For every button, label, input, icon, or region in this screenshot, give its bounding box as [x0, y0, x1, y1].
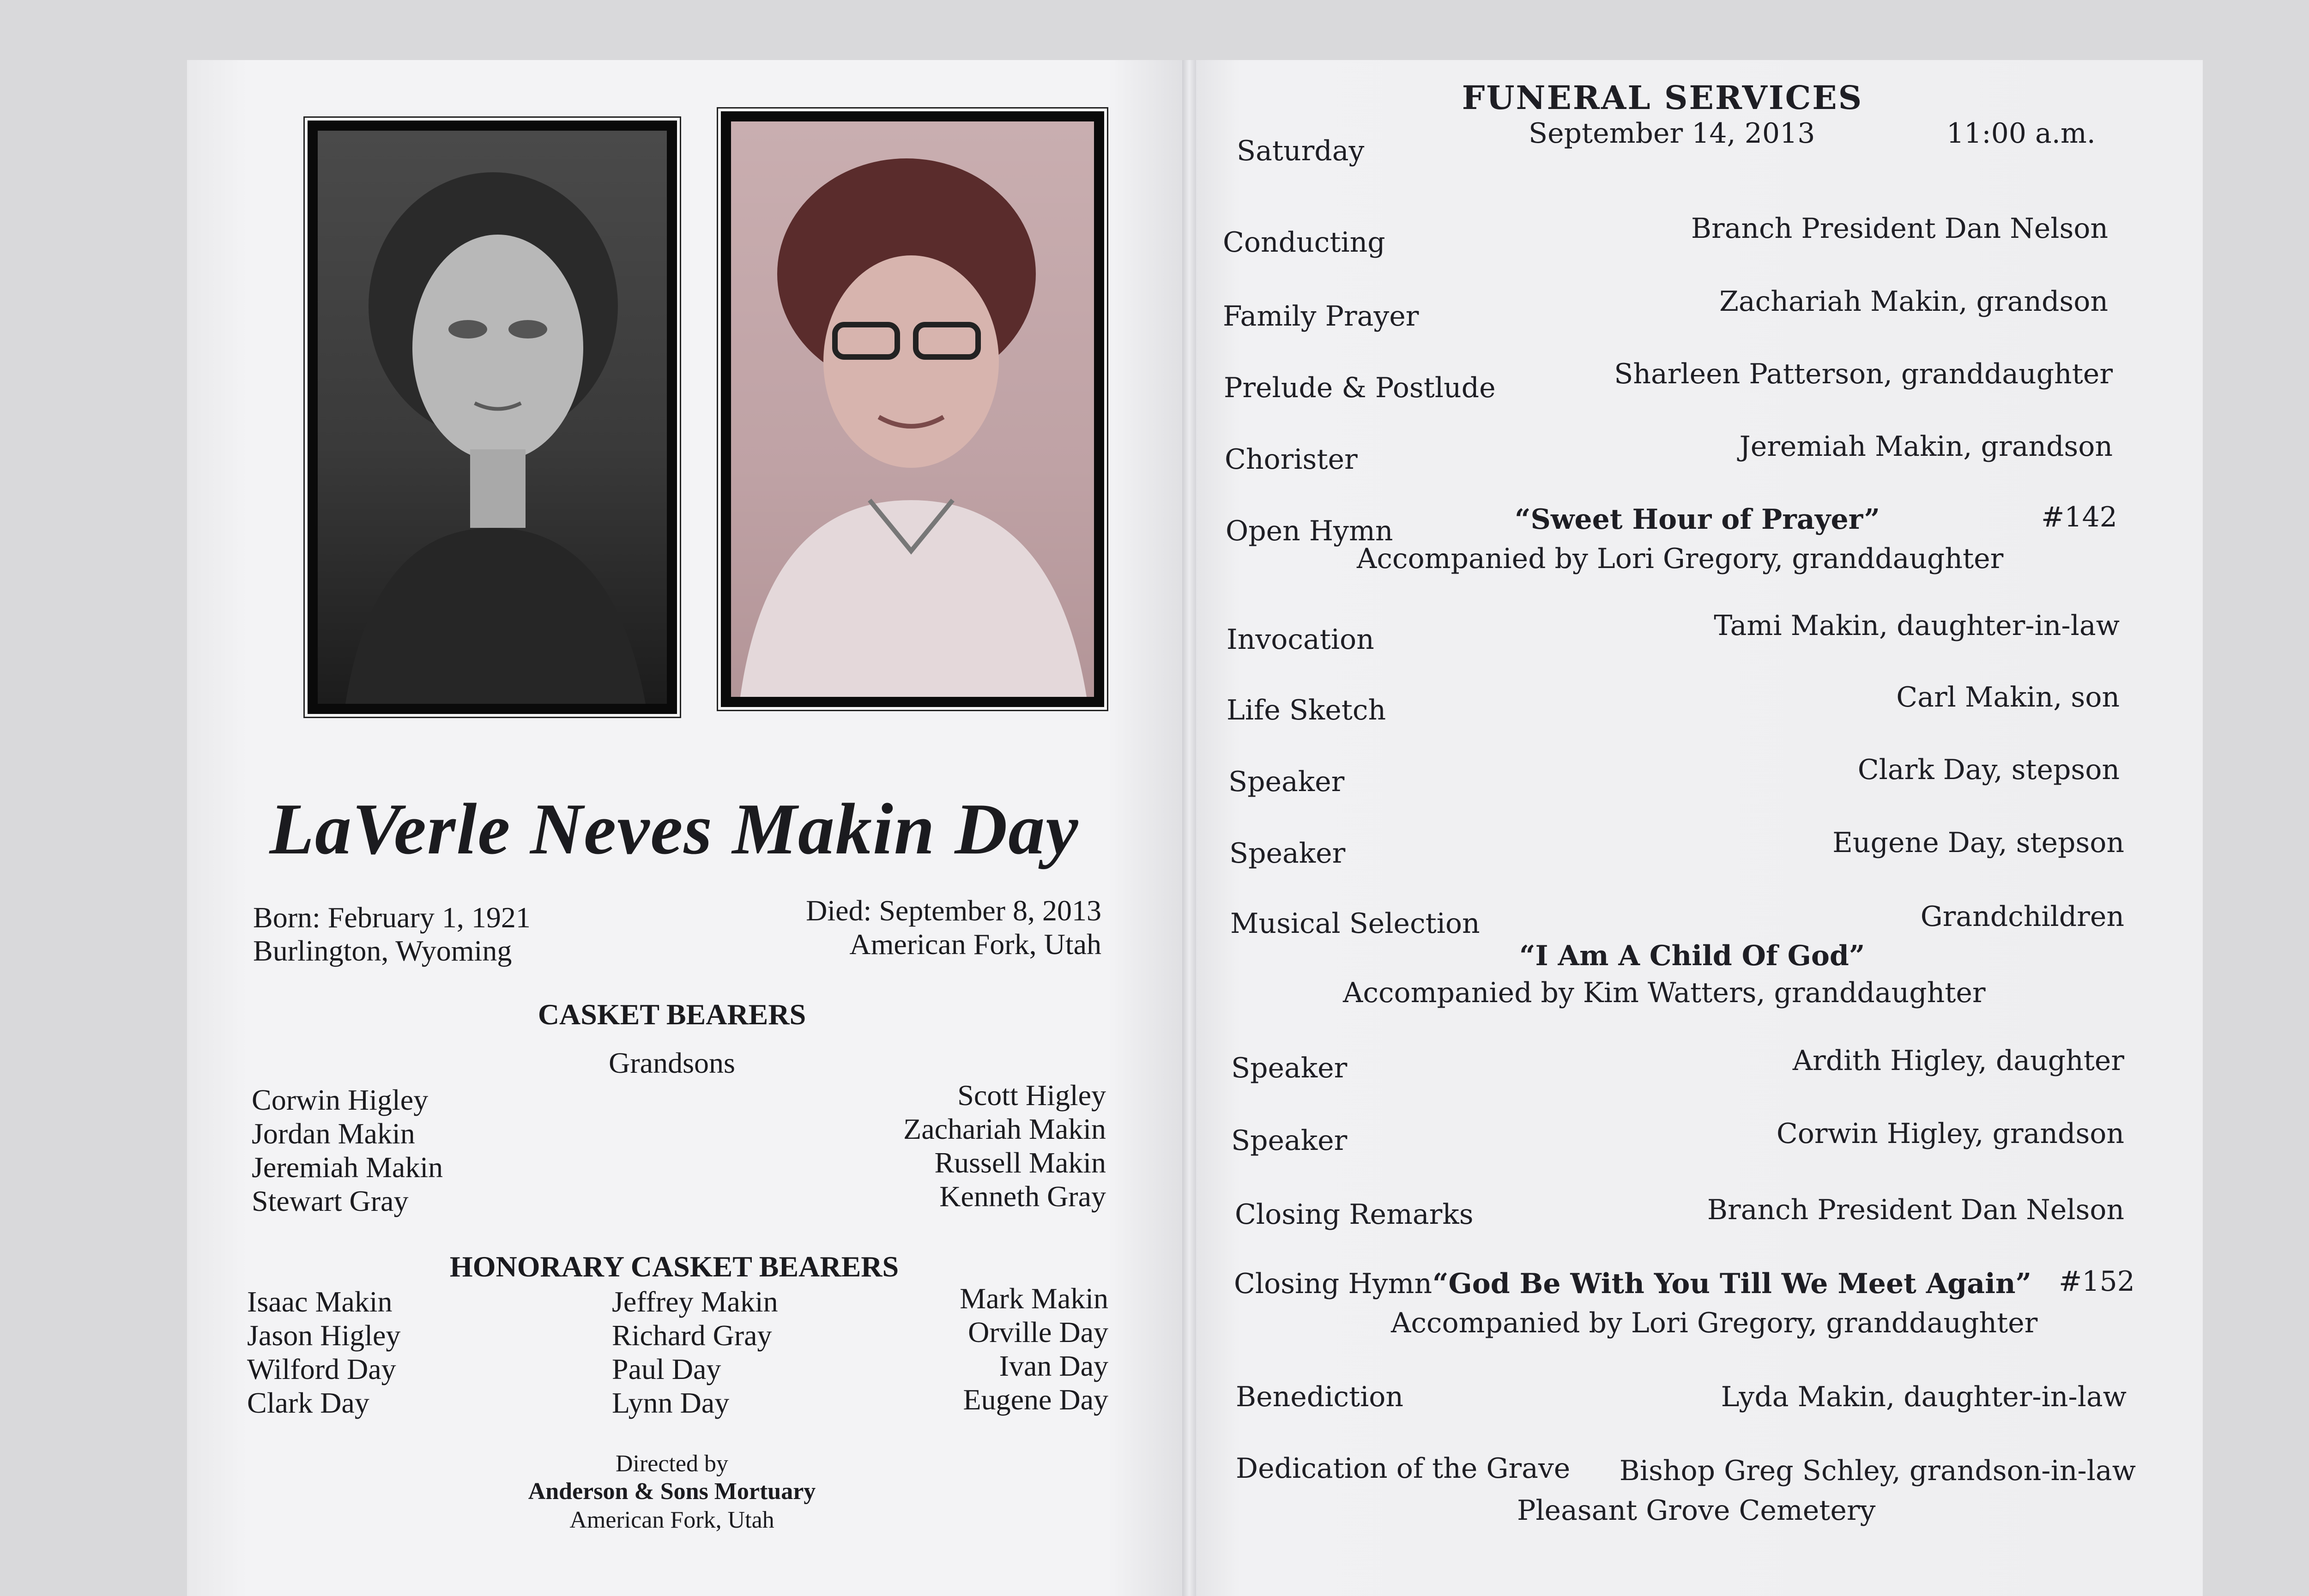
program-role: Speaker — [1228, 766, 1345, 798]
program-role: Speaker — [1231, 1052, 1348, 1084]
honorary-bearer: Clark Day — [247, 1386, 369, 1419]
honorary-bearer: Richard Gray — [612, 1319, 772, 1352]
died-place: American Fork, Utah — [849, 928, 1101, 961]
program-role: Prelude & Postlude — [1224, 372, 1496, 404]
program-role: Family Prayer — [1223, 300, 1419, 332]
program-role: Life Sketch — [1227, 694, 1386, 726]
program-role: Invocation — [1227, 623, 1374, 656]
honorary-bearer: Jason Higley — [247, 1319, 401, 1352]
program-role: Speaker — [1229, 837, 1346, 870]
program-person: Jeremiah Makin, grandson — [1739, 430, 2113, 463]
honorary-bearer: Wilford Day — [247, 1353, 396, 1385]
program-role: Musical Selection — [1230, 907, 1480, 940]
program-role: Open Hymn — [1226, 515, 1393, 547]
program-person: Bishop Greg Schley, grandson-in-law — [1619, 1455, 2136, 1487]
hymn-title: “I Am A Child Of God” — [1519, 940, 1865, 972]
casket-bearer: Stewart Gray — [252, 1185, 409, 1217]
program-role: Dedication of the Grave — [1236, 1452, 1571, 1485]
program-person: Branch President Dan Nelson — [1707, 1194, 2124, 1226]
portrait-older-photo — [718, 109, 1107, 710]
honorary-bearer: Jeffrey Makin — [612, 1285, 778, 1318]
program-person: Corwin Higley, grandson — [1776, 1118, 2124, 1150]
directed-by-label: Directed by — [615, 1451, 728, 1477]
program-person: Eugene Day, stepson — [1832, 827, 2124, 859]
burial-place: Pleasant Grove Cemetery — [1517, 1494, 1876, 1527]
hymn-accompanist: Accompanied by Lori Gregory, granddaughter — [1357, 543, 2004, 575]
hymn-number: #142 — [2041, 501, 2117, 533]
grandsons-label: Grandsons — [609, 1046, 735, 1079]
program-person: Clark Day, stepson — [1857, 754, 2120, 786]
portrait-young-photo — [305, 118, 680, 717]
died-date: Died: September 8, 2013 — [806, 894, 1101, 927]
program-person: Carl Makin, son — [1896, 681, 2120, 713]
service-day: Saturday — [1237, 135, 1365, 167]
hymn-title: “Sweet Hour of Prayer” — [1515, 503, 1880, 536]
program-role: Conducting — [1223, 226, 1385, 259]
casket-bearer: Corwin Higley — [252, 1083, 429, 1116]
mortuary-place: American Fork, Utah — [569, 1507, 774, 1533]
service-time: 11:00 a.m. — [1946, 117, 2096, 150]
program-role: Benediction — [1236, 1381, 1404, 1413]
honorary-bearer: Isaac Makin — [247, 1285, 393, 1318]
program-person: Sharleen Patterson, granddaughter — [1614, 358, 2113, 390]
born-date: Born: February 1, 1921 — [253, 901, 531, 934]
casket-bearer: Jordan Makin — [252, 1117, 415, 1150]
program-person: Branch President Dan Nelson — [1691, 212, 2108, 245]
honorary-bearers-heading: HONORARY CASKET BEARERS — [449, 1250, 899, 1283]
casket-bearer: Jeremiah Makin — [252, 1151, 443, 1184]
deceased-name: LaVerle Neves Makin Day — [269, 789, 1079, 870]
program-role: Closing Hymn — [1234, 1268, 1433, 1300]
hymn-accompanist: Accompanied by Lori Gregory, granddaughter — [1391, 1307, 2038, 1339]
casket-bearer: Russell Makin — [934, 1146, 1106, 1179]
funeral-services-heading: FUNERAL SERVICES — [1462, 79, 1863, 117]
hymn-number: #152 — [2059, 1265, 2135, 1298]
mortuary-name: Anderson & Sons Mortuary — [528, 1478, 816, 1505]
program-person: Zachariah Makin, grandson — [1719, 285, 2108, 318]
program-role: Closing Remarks — [1235, 1198, 1474, 1231]
casket-bearers-heading: CASKET BEARERS — [538, 998, 806, 1031]
hymn-title: “God Be With You Till We Meet Again” — [1433, 1268, 2032, 1300]
service-date: September 14, 2013 — [1529, 117, 1815, 150]
hymn-accompanist: Accompanied by Kim Watters, granddaughter — [1343, 977, 1986, 1009]
casket-bearer: Scott Higley — [957, 1079, 1106, 1112]
honorary-bearer: Orville Day — [968, 1316, 1108, 1348]
born-place: Burlington, Wyoming — [253, 934, 512, 967]
program-person: Lyda Makin, daughter-in-law — [1721, 1381, 2127, 1413]
casket-bearer: Zachariah Makin — [903, 1112, 1106, 1145]
honorary-bearer: Ivan Day — [999, 1349, 1108, 1382]
casket-bearer: Kenneth Gray — [939, 1180, 1106, 1213]
program-role: Chorister — [1225, 443, 1358, 476]
honorary-bearer: Eugene Day — [963, 1383, 1108, 1416]
program-person: Tami Makin, daughter-in-law — [1714, 610, 2120, 642]
honorary-bearer: Mark Makin — [960, 1282, 1108, 1315]
honorary-bearer: Paul Day — [612, 1353, 721, 1385]
program-person: Ardith Higley, daughter — [1792, 1045, 2124, 1077]
program-role: Speaker — [1231, 1124, 1348, 1157]
program-person: Grandchildren — [1920, 901, 2124, 933]
honorary-bearer: Lynn Day — [612, 1386, 730, 1419]
